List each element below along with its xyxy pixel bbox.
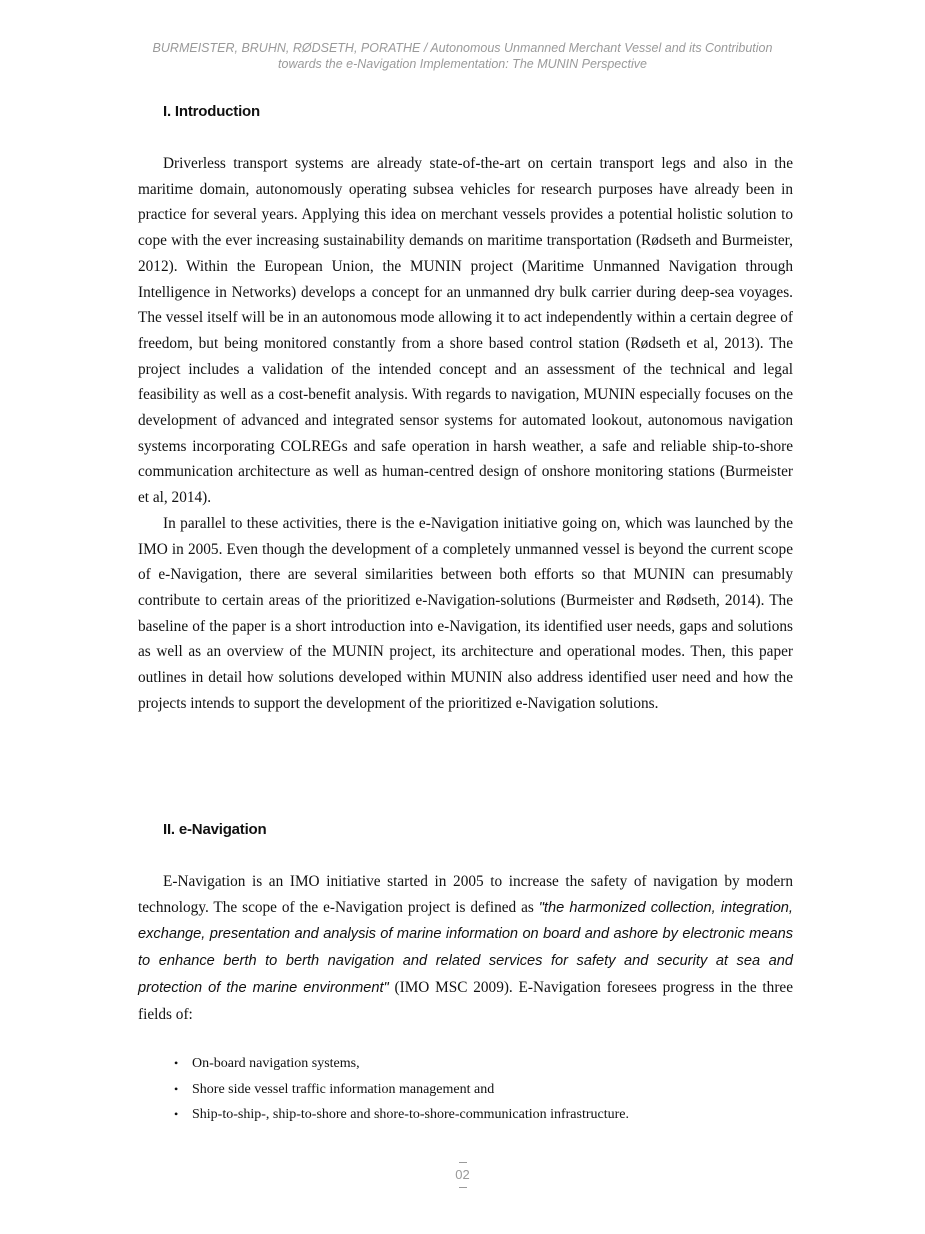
bullet-icon: • <box>174 1081 179 1096</box>
running-header-line-2: towards the e-Navigation Implementation: The MUNIN Perspective <box>278 57 647 71</box>
e-navigation-paragraph-end: (IMO MSC 2009). E-Navigation foresees progress in the three fields of: <box>138 978 793 1023</box>
list-item-text: On-board navigation systems, <box>192 1056 360 1071</box>
introduction-paragraph-2: In parallel to these activities, there is the e-Navigation initiative going on, which was launched by the IMO in 2005. Even though the development of a completely unmanned vessel is beyond the current scope of e-Navigation, there are several similarities between both efforts so that MUNIN can presumably contribute to certain areas of the prioritized e-Navigation-solutions (Burmeister and Rødseth, 2014). The baseline of the paper is a short introduction into e-Navigation, its identified user needs, gaps and solutions as well as an overview of the MUNIN project, its architecture and operational modes. Then, this paper outlines in detail how solutions developed within MUNIN also address identified user need and how the projects intends to support the development of the prioritized e-Navigation solutions. <box>138 514 793 712</box>
bullet-icon: • <box>174 1107 179 1121</box>
page-number <box>0 1162 925 1188</box>
e-navigation-paragraph <box>138 869 793 1027</box>
list-item-text: Shore side vessel traffic information management and <box>192 1081 495 1097</box>
list-item-text: Ship-to-ship-, ship-to-shore and shore-to-shore-communication infrastructure. <box>192 1107 630 1122</box>
introduction-body <box>138 151 793 716</box>
section-heading-e-navigation: II. e-Navigation <box>163 821 267 838</box>
e-navigation-paragraph-start: E-Navigation is an IMO initiative started in 2005 to increase the safety of navigation by modern technology. The scope of the e-Navigation project is defined as <box>138 873 793 916</box>
introduction-paragraph-1: Driverless transport systems are already state-of-the-art on certain transport legs and also in the maritime domain, autonomously operating subsea vehicles for research purposes have already been in practice for several years. Applying this idea on merchant vessels provides a potential holistic solution to cope with the ever increasing sustainability demands on maritime transportation (Rødseth and Burmeister, 2012). Within the European Union, the MUNIN project (Maritime Unmanned Navigation through Intelligence in Networks) develops a concept for an unmanned dry bulk carrier during deep-sea voyages. The vessel itself will be in an autonomous mode allowing it to act independently within a certain degree of freedom, but being monitored constantly from a shore based control station (Rødseth et al, 2013). The project includes a validation of the intended concept and an assessment of the technical and legal feasibility as well as a cost-benefit analysis. With regards to navigation, MUNIN especially focuses on the development of advanced and integrated sensor systems for automated lookout, autonomous navigation systems incorporating COLREGs and safe operation in harsh weather, a safe and reliable ship-to-shore communication architecture as well as human-centred design of onshore monitoring stations (Burmeister et al, 2014). <box>138 155 793 507</box>
running-header <box>60 40 865 72</box>
page-number-dash-bottom <box>459 1187 467 1188</box>
e-navigation-fields-list <box>174 1051 629 1128</box>
list-item <box>174 1051 629 1077</box>
running-header-line-1: BURMEISTER, BRUHN, RØDSETH, PORATHE / Autonomous Unmanned Merchant Vessel and its Contribution <box>152 41 773 55</box>
section-heading-introduction: I. Introduction <box>163 103 260 120</box>
list-item <box>174 1102 629 1128</box>
e-navigation-body <box>138 869 793 1027</box>
list-item <box>174 1077 629 1103</box>
imo-definition-quote: "the harmonized collection, integration, exchange, presentation and analysis of marine information on board and ashore by electronic means to enhance berth to berth navigation and related services for safety and security at sea and protection of the marine environment" <box>138 899 793 996</box>
bullet-icon: • <box>174 1056 179 1070</box>
page-number-dash-top <box>459 1162 467 1163</box>
page-number-value: 02 <box>455 1167 470 1182</box>
